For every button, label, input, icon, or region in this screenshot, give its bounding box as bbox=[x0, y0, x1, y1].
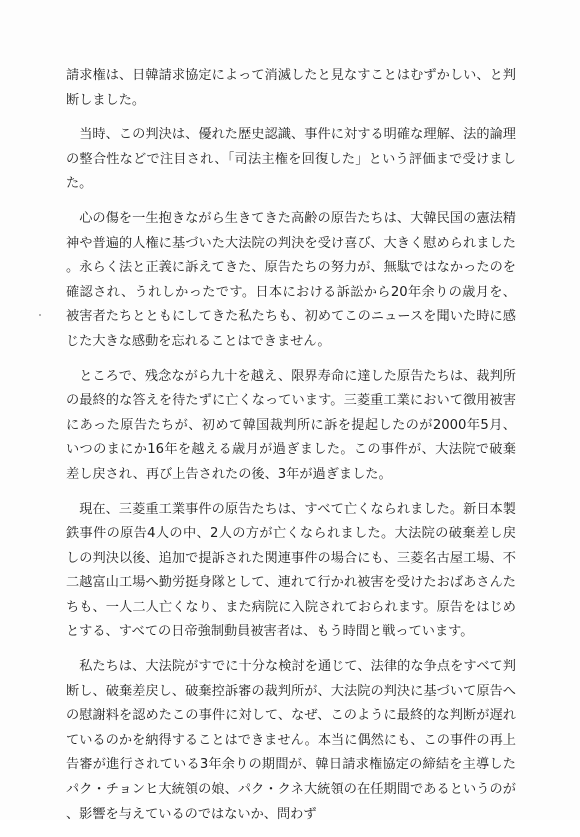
paragraph-6: 私たちは、大法院がすでに十分な検討を通じて、法律的な争点をすべて判断し、破棄差戻し、破棄控訴審の裁判所が、大法院の判決に基づいて原告への慰謝料を認めたこの事件に対して、なぜ、このように最終的な判断が遅れているのかを納得することはできません。本当に偶然にも、この事件の再上告審が進行されている3年余りの期間が、韓日請求権協定の締結を主導したパク・チョンヒ大統領の娘、パク・クネ大統領の在任期間であるというのが、影響を与えているのではないか、問わず bbox=[66, 659, 516, 822]
paragraph-5: 現在、三菱重工業事件の原告たちは、すべて亡くなられました。新日本製鉄事件の原告4人の中、2人の方が亡くなられました。大法院の破棄差し戻しの判決以後、追加で提訴された関連事件の場合にも、三菱名古屋工場、不二越富山工場へ勤労挺身隊として、連れて行かれ被害を受けたおばあさんたちも、一人二人亡くなり、また病院に入院されておられます。原告をはじめとする、すべての日帝強制動員被害者は、もう時間と戦っています。 bbox=[66, 501, 516, 640]
paragraph-1: 請求権は、日韓請求協定によって消滅したと見なすことはむずかしい、と判断しました。 bbox=[66, 68, 516, 108]
paragraph-2: 当時、この判決は、優れた歴史認識、事件に対する明確な理解、法的論理の整合性などで注目され、「司法主権を回復した」という評価まで受けました。 bbox=[66, 127, 516, 192]
paragraph-4: ところで、残念ながら九十を越え、限界寿命に達した原告たちは、裁判所の最終的な答えを待たずに亡くなっています。三菱重工業において徴用被害にあった原告たちが、初めて韓国裁判所に訴を提起したのが2000年5月、いつのまにか16年を越える歳月が過ぎました。この事件が、大法院で破棄差し戻され、再び上告されたの後、3年が過ぎました。 bbox=[66, 368, 516, 482]
document-body bbox=[66, 64, 516, 837]
scan-speck bbox=[39, 314, 41, 316]
paragraph-3: 心の傷を一生抱きながら生きてきた高齢の原告たちは、大韓民国の憲法精神や普遍的人権に基づいた大法院の判決を受け喜び、大きく慰められました。永らく法と正義に訴えてきた、原告たちの努力が、無駄ではなかったのを確認され、うれしかったです。日本における訴訟から20年余りの歳月を、被害者たちとともにしてきた私たちも、初めてこのニュースを聞いた時に感じた大きな感動を忘れることはできません。 bbox=[66, 210, 516, 349]
